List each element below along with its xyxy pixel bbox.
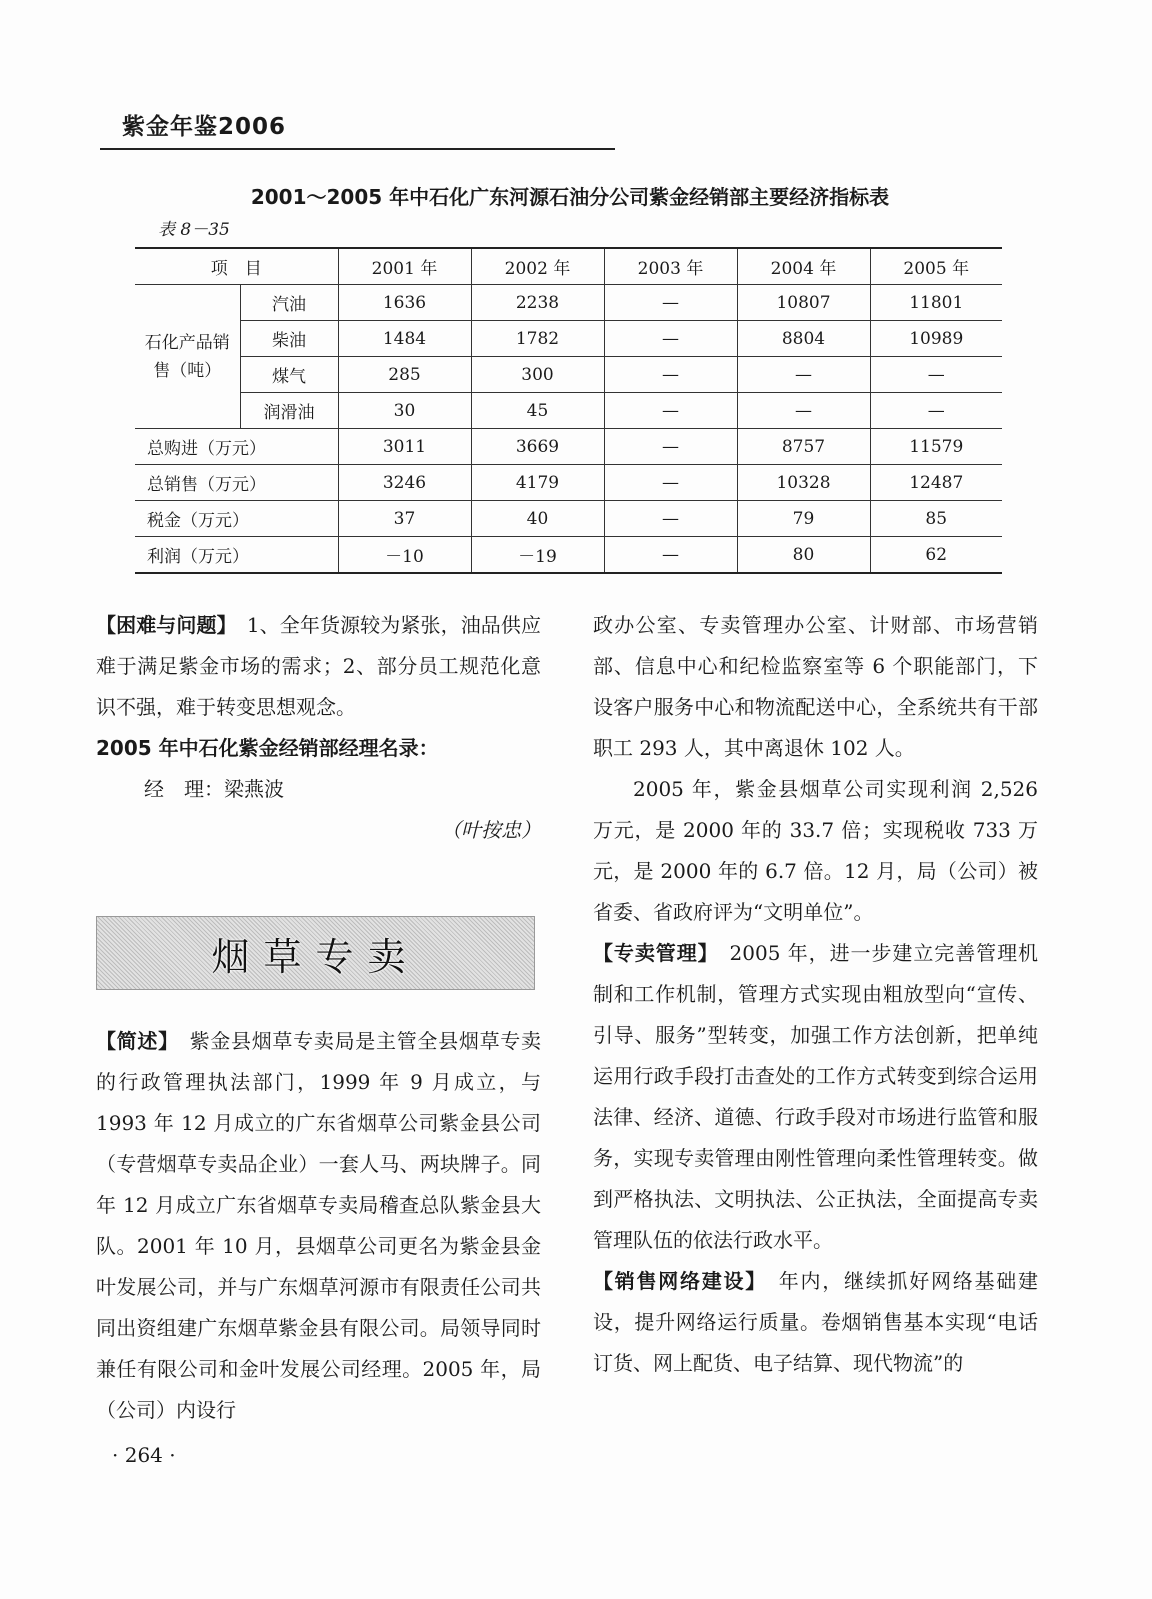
table-title: 2001～2005 年中石化广东河源石油分公司紫金经销部主要经济指标表 [250, 185, 890, 209]
mgmt-label: 【专卖管理】 [593, 941, 709, 965]
right-paragraph-1: 政办公室、专卖管理办公室、计财部、市场营销部、信息中心和纪检监察室等 6 个职能部门，下设客户服务中心和物流配送中心，全系统共有干部职工 293 人，其中离退休 102 人。 [593, 613, 1038, 760]
table-cell: 11801 [870, 285, 1002, 321]
table-cell: — [604, 321, 737, 357]
table-cell: 300 [471, 357, 604, 393]
header-year: 2005 年 [870, 248, 1002, 285]
overview-label: 【简述】 [96, 1029, 169, 1053]
header-year: 2001 年 [338, 248, 471, 285]
row-label: 总销售（万元） [135, 465, 338, 501]
table-cell: — [604, 429, 737, 465]
table-cell: — [870, 357, 1002, 393]
table-cell: — [737, 393, 870, 429]
table-cell: 1636 [338, 285, 471, 321]
table-cell: －10 [338, 537, 471, 574]
table-row [135, 393, 1002, 429]
row-label: 总购进（万元） [135, 429, 338, 465]
table-cell: 85 [870, 501, 1002, 537]
table-number: 表 8－35 [158, 220, 230, 240]
economic-indicator-table [135, 247, 1002, 574]
row-label: 煤气 [240, 357, 338, 393]
table-cell: 2238 [471, 285, 604, 321]
table-cell: －19 [471, 537, 604, 574]
right-column [593, 605, 1038, 1384]
table-cell: 1484 [338, 321, 471, 357]
table-cell: 10989 [870, 321, 1002, 357]
category-cell: 石化产品销售（吨） [135, 285, 240, 429]
table-cell: — [604, 537, 737, 574]
table-cell: — [604, 285, 737, 321]
table-row [135, 429, 1002, 465]
problems-paragraph [96, 605, 541, 728]
mgmt-text: 2005 年，进一步建立完善管理机制和工作机制，管理方式实现由粗放型向“宣传、引导、服务”型转变，加强工作方法创新，把单纯运用行政手段打击查处的工作方式转变到综合运用法律、经济、道德、行政手段对市场进行监管和服务，实现专卖管理由刚性管理向柔性管理转变。做到严格执法、文明执法、公正执法，全面提高专卖管理队伍的依法行政水平。 [593, 941, 1038, 1252]
header-year: 2004 年 [737, 248, 870, 285]
table-cell: 79 [737, 501, 870, 537]
overview-paragraph [96, 1021, 541, 1431]
right-paragraph-2: 2005 年，紫金县烟草公司实现利润 2,526 万元，是 2000 年的 33.7 倍；实现税收 733 万元，是 2000 年的 6.7 倍。12 月，局（公司）被省委、省政府评为“文明单位”。 [593, 777, 1038, 924]
table-cell: 285 [338, 357, 471, 393]
mgmt-paragraph [593, 933, 1038, 1261]
table-cell: — [604, 465, 737, 501]
table-row [135, 465, 1002, 501]
problems-text: 1、全年货源较为紧张，油品供应难于满足紫金市场的需求；2、部分员工规范化意识不强，难于转变思想观念。 [96, 613, 542, 719]
left-column-top [96, 605, 541, 851]
section-banner [96, 916, 535, 990]
network-paragraph [593, 1261, 1038, 1384]
table-cell: 62 [870, 537, 1002, 574]
header-item: 项 目 [135, 248, 338, 285]
table-row [135, 321, 1002, 357]
table-row [135, 537, 1002, 574]
section-title: 烟草专卖 [211, 934, 420, 979]
table-cell: — [870, 393, 1002, 429]
table-cell: 8757 [737, 429, 870, 465]
row-label: 税金（万元） [135, 501, 338, 537]
manager-line: 经 理：梁燕波 [144, 777, 284, 801]
table-cell: 45 [471, 393, 604, 429]
table-cell: 3011 [338, 429, 471, 465]
problems-label: 【困难与问题】 [96, 613, 227, 637]
network-text: 年内，继续抓好网络基础建设，提升网络运行质量。卷烟销售基本实现“电话订货、网上配货、电子结算、现代物流”的 [593, 1269, 1038, 1375]
table-row [135, 357, 1002, 393]
table-cell: 30 [338, 393, 471, 429]
left-column-bottom [96, 1021, 541, 1431]
table-cell: — [604, 393, 737, 429]
network-label: 【销售网络建设】 [593, 1269, 757, 1293]
row-label: 柴油 [240, 321, 338, 357]
managers-heading: 2005 年中石化紫金经销部经理名录： [96, 736, 439, 760]
table-cell: — [737, 357, 870, 393]
table-row [135, 501, 1002, 537]
table-cell: 3669 [471, 429, 604, 465]
table-cell: 4179 [471, 465, 604, 501]
page-number: · 264 · [112, 1443, 176, 1467]
table-cell: 10328 [737, 465, 870, 501]
author: （叶按忠） [441, 818, 541, 842]
overview-text: 紫金县烟草专卖局是主管全县烟草专卖的行政管理执法部门，1999 年 9 月成立，与 1993 年 12 月成立的广东省烟草公司紫金县公司（专营烟草专卖品企业）一套人马、两块牌子。同年 12 月成立广东省烟草专卖局稽查总队紫金县大队。2001 年 10 月，县烟草公司更名为紫金县金叶发展公司，并与广东烟草河源市有限责任公司共同出资组建广东烟草紫金县有限公司。局领导同时兼任有限公司和金叶发展公司经理。2005 年，局（公司）内设行 [96, 1029, 542, 1422]
table-cell: 80 [737, 537, 870, 574]
running-header: 紫金年鉴2006 [122, 114, 287, 140]
row-label: 润滑油 [240, 393, 338, 429]
row-label: 利润（万元） [135, 537, 338, 574]
table-cell: 37 [338, 501, 471, 537]
table-cell: 8804 [737, 321, 870, 357]
table-header-row [135, 248, 1002, 285]
table-cell: — [604, 501, 737, 537]
table-cell: 11579 [870, 429, 1002, 465]
table-cell: 3246 [338, 465, 471, 501]
header-year: 2002 年 [471, 248, 604, 285]
table-cell: 10807 [737, 285, 870, 321]
header-year: 2003 年 [604, 248, 737, 285]
table-cell: 1782 [471, 321, 604, 357]
table-cell: — [604, 357, 737, 393]
row-label: 汽油 [240, 285, 338, 321]
table-row [135, 285, 1002, 321]
header-rule [100, 148, 615, 150]
table-cell: 40 [471, 501, 604, 537]
table-cell: 12487 [870, 465, 1002, 501]
